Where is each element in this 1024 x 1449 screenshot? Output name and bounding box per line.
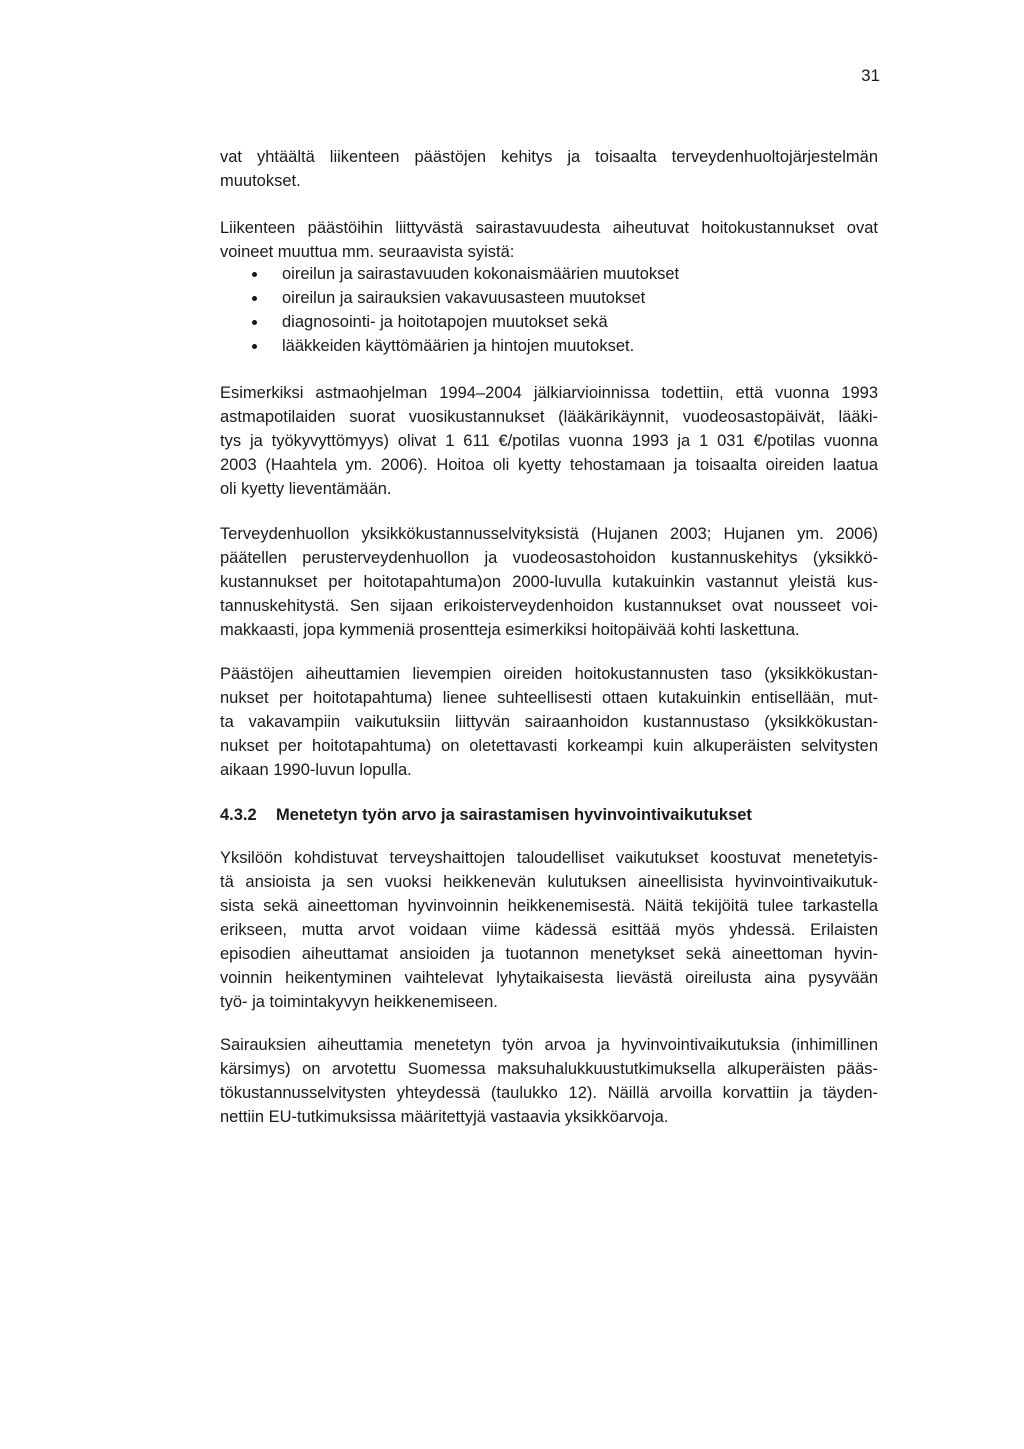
paragraph-line: muutokset.: [220, 172, 301, 190]
list-item-text: oireilun ja sairauksien vakavuusasteen muutokset: [282, 289, 646, 307]
paragraph-line: työ- ja toimintakyvyn heikkenemiseen.: [220, 993, 498, 1011]
paragraph-line: oli kyetty lieventämään.: [220, 480, 392, 498]
paragraph-line: 2003 (Haahtela ym. 2006). Hoitoa oli kyetty tehostamaan ja toisaalta oireiden laatua: [220, 456, 878, 474]
paragraph-intro: [220, 145, 878, 193]
list-item-text: lääkkeiden käyttömäärien ja hintojen muutokset.: [282, 337, 635, 355]
list-item-text: oireilun ja sairastavuuden kokonaismäärien muutokset: [282, 265, 680, 283]
paragraph-line: tys ja työkyvyttömyys) olivat 1 611 €/potilas vuonna 1993 ja 1 031 €/potilas vuonna: [220, 432, 878, 450]
paragraph-individual-effects: [220, 846, 878, 1014]
paragraph-line: voinnin heikentyminen vaihtelevat lyhytaikaisesta lievästä oireilusta aina pysyvään: [220, 969, 878, 987]
page-number: 31: [861, 66, 880, 85]
paragraph-line: tökustannusselvitysten yhteydessä (taulukko 12). Näillä arvoilla korvattiin ja täyden-: [220, 1084, 878, 1102]
section-title: Menetetyn työn arvo ja sairastamisen hyvinvointivaikutukset: [276, 806, 752, 824]
paragraph-line: kärsimys) on arvotettu Suomessa maksuhalukkuustutkimuksella alkuperäisten pääs-: [220, 1060, 878, 1078]
paragraph-valuation: [220, 1033, 878, 1129]
paragraph-line: Terveydenhuollon yksikkökustannusselvityksistä (Hujanen 2003; Hujanen ym. 2006): [220, 525, 878, 543]
bullet-marker: [252, 272, 257, 277]
paragraph-line: erikseen, mutta arvot voidaan viime kädessä esittää myös yhdessä. Erilaisten: [220, 921, 878, 939]
paragraph-line: kustannukset per hoitotapahtuma)on 2000-luvulla kutakuinkin vastannut yleistä kus-: [220, 573, 878, 591]
paragraph-line: Päästöjen aiheuttamien lievempien oireiden hoitokustannusten taso (yksikkökustan-: [220, 665, 878, 683]
bullet-marker: [252, 320, 257, 325]
paragraph-line: Liikenteen päästöihin liittyvästä sairastavuudesta aiheutuvat hoitokustannukset ovat: [220, 219, 878, 237]
list-item: [220, 262, 878, 286]
paragraph-line: episodien aiheuttamat ansioiden ja tuotannon menetykset sekä aineettoman hyvin-: [220, 945, 878, 963]
paragraph-asthma-costs: [220, 381, 878, 501]
paragraph-line: sista sekä aineettoman hyvinvoinnin heikkenemisestä. Näitä tekijöitä tulee tarkastella: [220, 897, 878, 915]
paragraph-line: vat yhtäältä liikenteen päästöjen kehitys ja toisaalta terveydenhuoltojärjestelmän: [220, 148, 878, 166]
paragraph-line: tä ansioista ja sen vuoksi heikkenevän kulutuksen aineellisista hyvinvointivaikutuk-: [220, 873, 878, 891]
paragraph-line: Esimerkiksi astmaohjelman 1994–2004 jälkiarvioinnissa todettiin, että vuonna 1993: [220, 384, 878, 402]
bullet-marker: [252, 296, 257, 301]
list-item: [220, 334, 878, 358]
paragraph-line: ta vakavampiin vaikutuksiin liittyvän sairaanhoidon kustannustaso (yksikkökustan-: [220, 713, 878, 731]
paragraph-line: nukset per hoitotapahtuma) on oletettavasti korkeampi kuin alkuperäisten selvitysten: [220, 737, 878, 755]
list-item: [220, 286, 878, 310]
causes-list: [220, 262, 878, 358]
paragraph-line: makkaasti, jopa kymmeniä prosentteja esimerkiksi hoitopäivää kohti laskettuna.: [220, 621, 800, 639]
paragraph-line: voineet muuttua mm. seuraavista syistä:: [220, 243, 515, 261]
paragraph-line: tannuskehitystä. Sen sijaan erikoisterveydenhoidon kustannukset ovat nousseet voi-: [220, 597, 878, 615]
paragraph-emission-costs: [220, 662, 878, 782]
paragraph-unit-costs: [220, 522, 878, 642]
list-item-text: diagnosointi- ja hoitotapojen muutokset sekä: [282, 313, 608, 331]
list-item: [220, 310, 878, 334]
bullet-marker: [252, 344, 257, 349]
paragraph-line: Sairauksien aiheuttamia menetetyn työn arvoa ja hyvinvointivaikutuksia (inhimillinen: [220, 1036, 878, 1054]
section-heading: [220, 803, 878, 827]
paragraph-line: Yksilöön kohdistuvat terveyshaittojen taloudelliset vaikutukset koostuvat menetetyis-: [220, 849, 878, 867]
paragraph-causes-intro: [220, 216, 878, 264]
paragraph-line: päätellen perusterveydenhuollon ja vuodeosastohoidon kustannuskehitys (yksikkö-: [220, 549, 878, 567]
paragraph-line: astmapotilaiden suorat vuosikustannukset (lääkärikäynnit, vuodeosastopäivät, lääki-: [220, 408, 878, 426]
paragraph-line: nettiin EU-tutkimuksissa määritettyjä vastaavia yksikköarvoja.: [220, 1108, 669, 1126]
section-number: 4.3.2: [220, 806, 257, 824]
paragraph-line: nukset per hoitotapahtuma) lienee suhteellisesti ottaen kutakuinkin entisellään, mut-: [220, 689, 878, 707]
paragraph-line: aikaan 1990-luvun lopulla.: [220, 761, 412, 779]
